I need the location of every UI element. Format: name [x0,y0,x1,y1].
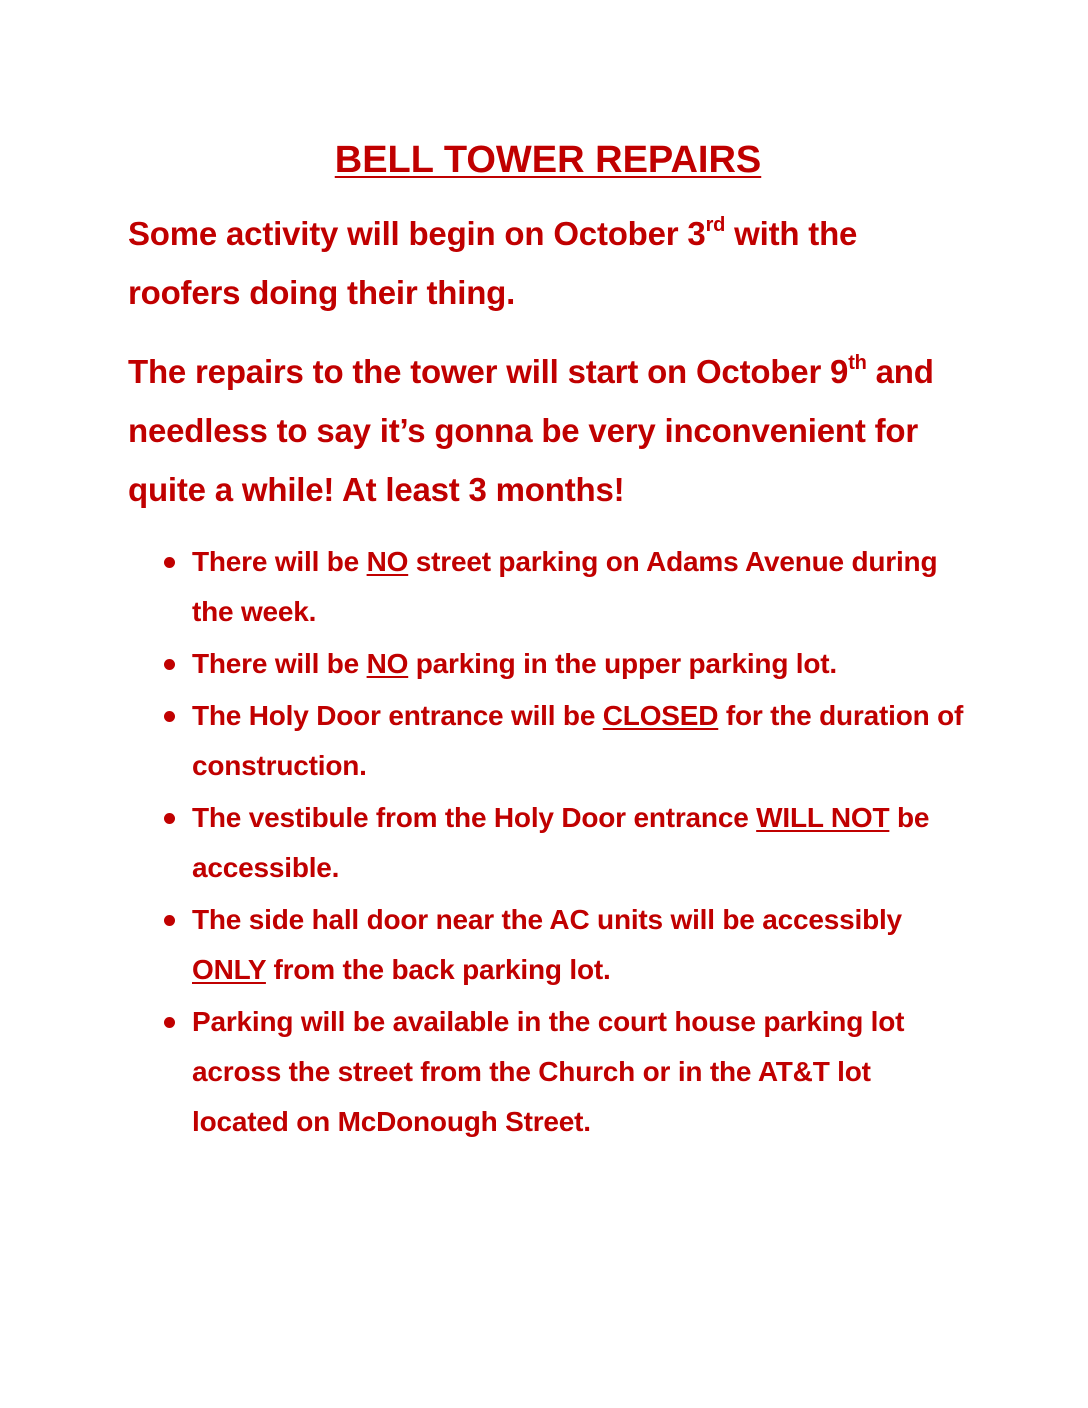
list-item-emphasis: NO [366,546,409,577]
paragraph-tower-repairs [128,342,968,519]
list-item [192,691,968,791]
bullet-dot-icon [164,711,175,722]
list-item [192,639,968,689]
list-item-text: There will be [192,546,367,577]
ordinal-suffix-th: th [848,352,867,374]
list-item-emphasis: NO [366,648,409,679]
bullet-dot-icon [164,1017,175,1028]
list-item-emphasis: CLOSED [602,700,719,731]
list-item-text: There will be [192,648,367,679]
list-item-text: The vestibule from the Holy Door entrance [192,802,757,833]
paragraph-tower-text-end: and needless to say it’s gonna be very inconvenient for quite a while! At least 3 months! [128,353,934,508]
paragraph-roofers-text-start: Some activity will begin on October 3 [128,215,706,252]
bullet-dot-icon [164,557,175,568]
ordinal-suffix-rd: rd [705,214,726,236]
paragraph-tower-text-start: The repairs to the tower will start on October 9 [128,353,849,390]
bullet-dot-icon [164,915,175,926]
list-item-emphasis: ONLY [192,954,266,985]
list-item [192,895,968,995]
list-item-text: parking in the upper parking lot. [408,648,837,679]
list-item-text: be accessible. [192,802,930,883]
list-item-text: Parking will be available in the court house parking lot across the street from the Church or in the AT&T lot located on McDonough Street. [192,1006,905,1137]
notice-bullet-list [128,537,968,1147]
bullet-dot-icon [164,659,175,670]
list-item-text: The Holy Door entrance will be [192,700,603,731]
list-item-text: for the duration of construction. [192,700,964,781]
list-item [192,997,968,1147]
bullet-dot-icon [164,813,175,824]
list-item-text: The side hall door near the AC units will be accessibly [192,904,902,935]
list-item-emphasis: WILL NOT [756,802,890,833]
list-item-text: from the back parking lot. [265,954,611,985]
paragraph-roofers [128,204,968,322]
paragraph-roofers-text-end: with the roofers doing their thing. [128,215,858,311]
list-item-text: street parking on Adams Avenue during the week. [192,546,938,627]
list-item [192,793,968,893]
document-title: BELL TOWER REPAIRS [334,139,762,181]
list-item [192,537,968,637]
